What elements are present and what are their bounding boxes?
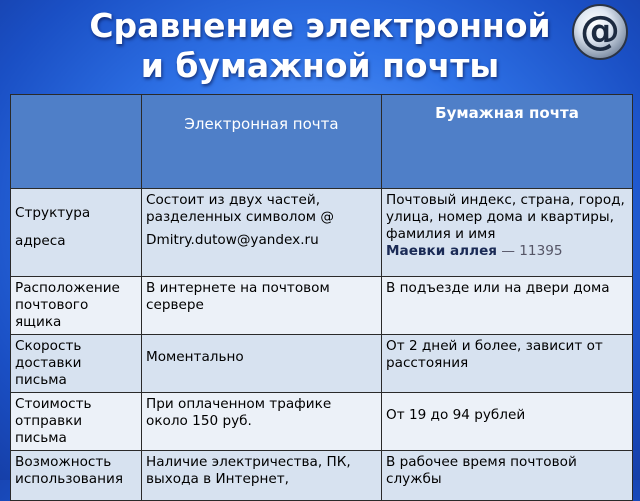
title-line-1: Сравнение электронной — [89, 6, 551, 45]
paper-sending-cost: От 19 до 94 рублей — [382, 393, 633, 451]
email-address-structure: Состоит из двух частей, разделенных символом @ Dmitry.dutow@yandex.ru — [142, 189, 382, 277]
row-label-address-structure: Структура адреса — [11, 189, 142, 277]
table-row — [11, 393, 633, 451]
table-row — [11, 277, 633, 335]
title-line-2: и бумажной почты — [140, 46, 500, 85]
row-label-sending-cost: Стоимость отправки письма — [11, 393, 142, 451]
email-usage-possibility: Наличие электричества, ПК, выхода в Интернет, — [142, 451, 382, 501]
header-row — [11, 95, 633, 189]
paper-address-structure: Почтовый индекс, страна, город, улица, номер дома и квартиры, фамилия и имя Маевки аллея — 11395 — [382, 189, 633, 277]
paper-mailbox-location: В подъезде или на двери дома — [382, 277, 633, 335]
email-example: Dmitry.dutow@yandex.ru — [146, 232, 319, 248]
row-label-mailbox-location: Расположение почтового ящика — [11, 277, 142, 335]
row-label-delivery-speed: Скорость доставки письма — [11, 335, 142, 393]
row-label-usage-possibility: Возможность использования — [11, 451, 142, 501]
paper-example: Маевки аллея — 11395 — [386, 243, 563, 259]
paper-usage-possibility: В рабочее время почтовой службы — [382, 451, 633, 501]
header-paper: Бумажная почта — [382, 95, 633, 189]
paper-delivery-speed: От 2 дней и более, зависит от расстояния — [382, 335, 633, 393]
header-email: Электронная почта — [142, 95, 382, 189]
comparison-table — [10, 94, 632, 487]
table-row — [11, 189, 633, 277]
email-sending-cost: При оплаченном трафике около 150 руб. — [142, 393, 382, 451]
slide-title — [0, 6, 640, 86]
header-empty — [11, 95, 142, 189]
email-at-logo-icon — [572, 4, 628, 60]
table-row — [11, 335, 633, 393]
email-mailbox-location: В интернете на почтовом сервере — [142, 277, 382, 335]
at-symbol: @ — [580, 8, 620, 54]
table-row — [11, 451, 633, 501]
email-delivery-speed: Моментально — [142, 335, 382, 393]
